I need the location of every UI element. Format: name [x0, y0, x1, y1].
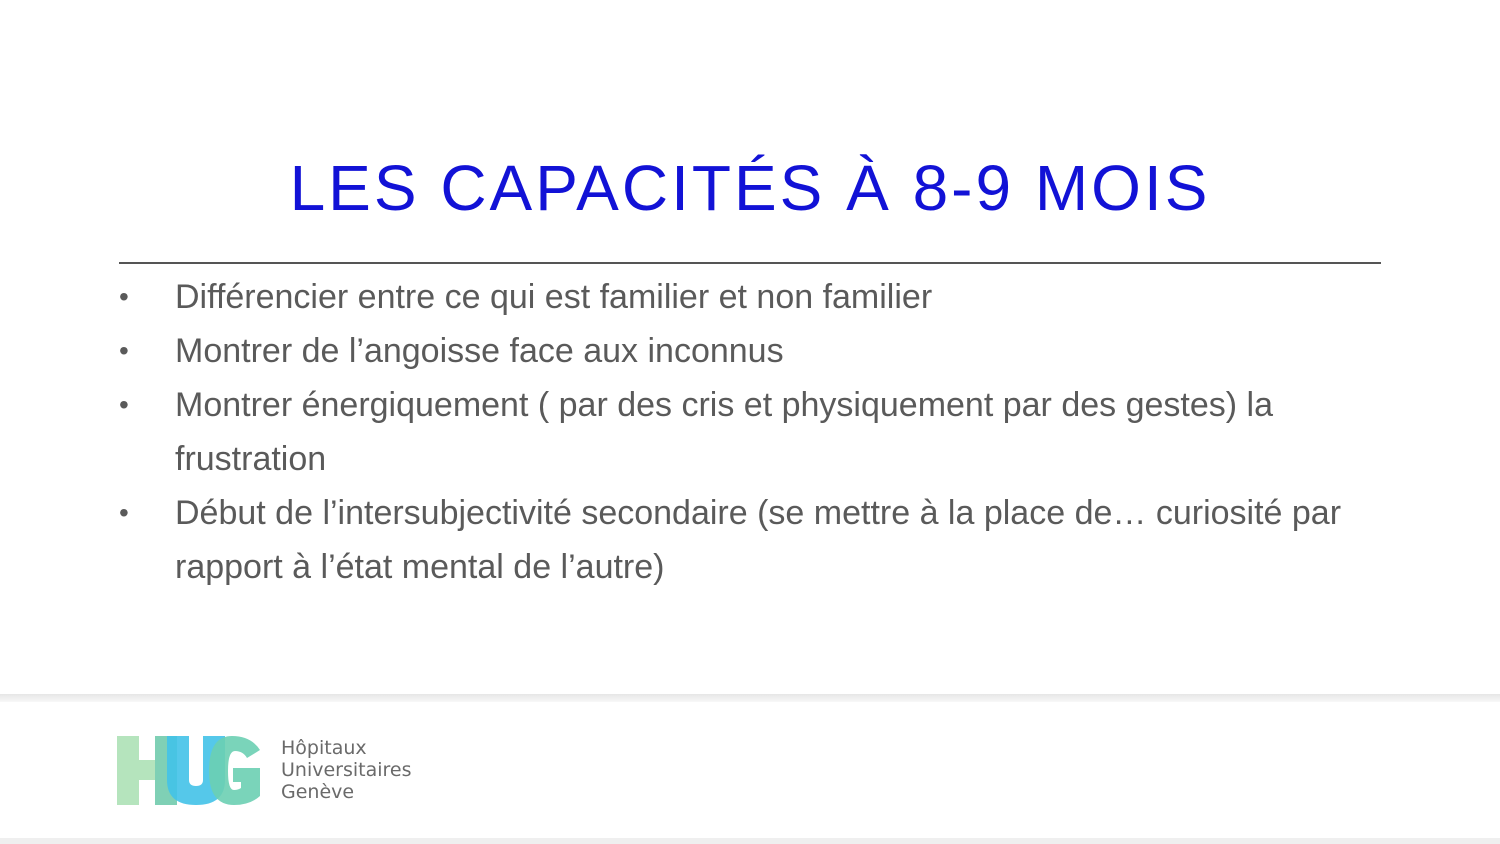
- hug-logo-mark-icon: [117, 736, 263, 806]
- footer-separator: [0, 694, 1500, 702]
- list-item: [119, 270, 1381, 324]
- logo-line-geneve: Genève: [281, 781, 355, 803]
- list-item: [119, 324, 1381, 378]
- bullet-text: Début de l’intersubjectivité secondaire (se mettre à la place de… curiosité par rapport à l’état mental de l’autre): [175, 494, 1342, 586]
- bullet-icon: •: [119, 497, 129, 528]
- logo-text: [281, 737, 412, 803]
- bullet-list: [119, 270, 1381, 594]
- footer-bottom-band: [0, 838, 1500, 844]
- bullet-icon: •: [119, 281, 129, 312]
- bullet-text: Montrer énergiquement ( par des cris et physiquement par des gestes) la frustration: [175, 386, 1273, 478]
- bullet-icon: •: [119, 335, 129, 366]
- bullet-icon: •: [119, 389, 129, 420]
- list-item: [119, 486, 1381, 594]
- logo-line-hopitaux: Hôpitaux: [281, 737, 367, 759]
- hug-logo: [117, 736, 417, 806]
- logo-g-shape: [209, 736, 260, 805]
- bullet-text: Montrer de l’angoisse face aux inconnus: [175, 332, 784, 370]
- bullet-text: Différencier entre ce qui est familier et non familier: [175, 278, 933, 316]
- title-divider: [119, 262, 1381, 264]
- slide-title: LES CAPACITÉS À 8-9 MOIS: [289, 152, 1211, 224]
- list-item: [119, 378, 1381, 486]
- logo-line-universitaires: Universitaires: [281, 759, 412, 781]
